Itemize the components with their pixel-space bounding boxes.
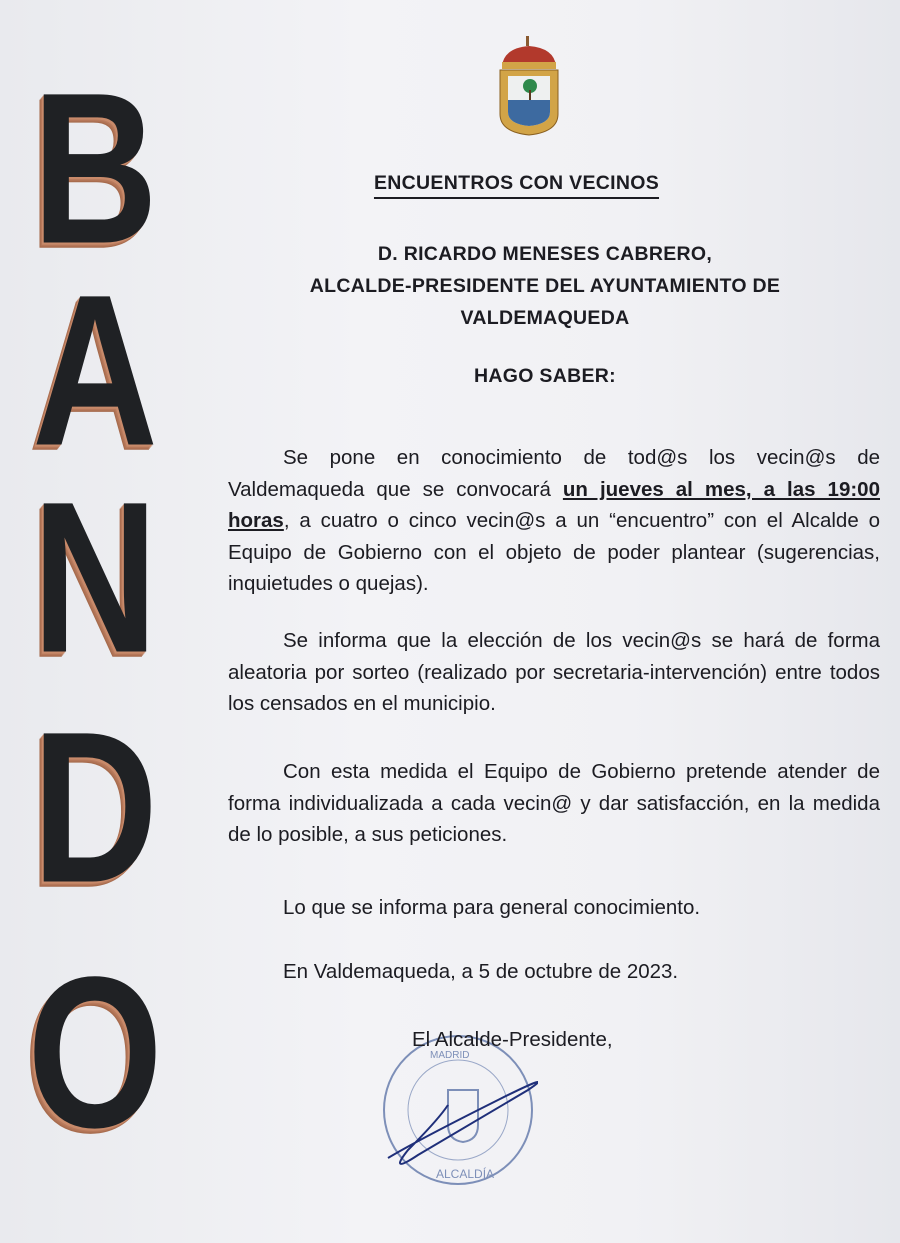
paragraph-3 xyxy=(228,756,880,851)
svg-text:MADRID: MADRID xyxy=(430,1050,470,1061)
meeting-schedule: un jueves al mes, a las 19:00 horas xyxy=(228,477,880,532)
bando-banner xyxy=(10,48,180,1173)
issuer-town: VALDEMAQUEDA xyxy=(460,307,630,329)
p1-text-cont: , a cuatro o cinco vecin@s a un “encuentro” con el Alcalde o Equipo de Gobierno con el objeto de poder plantear (sugerencias, inquietudes o quejas). xyxy=(228,509,880,595)
issuer-role: ALCALDE-PRESIDENTE DEL AYUNTAMIENTO DE xyxy=(309,275,781,297)
p1-text: Se pone en conocimiento de tod@s los vecin@s de Valdemaqueda que se convocará xyxy=(228,446,880,501)
issuer-heading xyxy=(245,238,845,334)
banner-letter: A xyxy=(32,250,158,491)
paragraph-1 xyxy=(228,442,880,600)
svg-text:ALCALDÍA: ALCALDÍA xyxy=(436,1167,495,1181)
banner-letter: N xyxy=(32,457,158,698)
p3-text: Con esta medida el Equipo de Gobierno pretende atender de forma individualizada a cada vecin@ y dar satisfacción, en la medida de lo posible, a sus peticiones. xyxy=(228,760,880,846)
coat-of-arms-icon xyxy=(494,36,564,136)
issuer-name: D. RICARDO MENESES CABRERO, xyxy=(377,243,713,265)
official-stamp-icon xyxy=(378,1030,538,1190)
p2-text: Se informa que la elección de los vecin@s se hará de forma aleatoria por sorteo (realizado por secretaria-intervención) entre todos los censados en el municipio. xyxy=(228,629,880,715)
date-line: En Valdemaqueda, a 5 de octubre de 2023. xyxy=(283,960,679,983)
paragraph-2 xyxy=(228,625,880,720)
banner-letter: B xyxy=(32,48,158,289)
document-title: ENCUENTROS CON VECINOS xyxy=(373,172,660,194)
hago-saber-heading: HAGO SABER: xyxy=(474,365,616,387)
closing-line: Lo que se informa para general conocimiento. xyxy=(283,896,701,919)
banner-letter: D xyxy=(32,687,158,928)
banner-letter: O xyxy=(27,932,163,1173)
signatory-label: El Alcalde-Presidente, xyxy=(412,1028,613,1051)
